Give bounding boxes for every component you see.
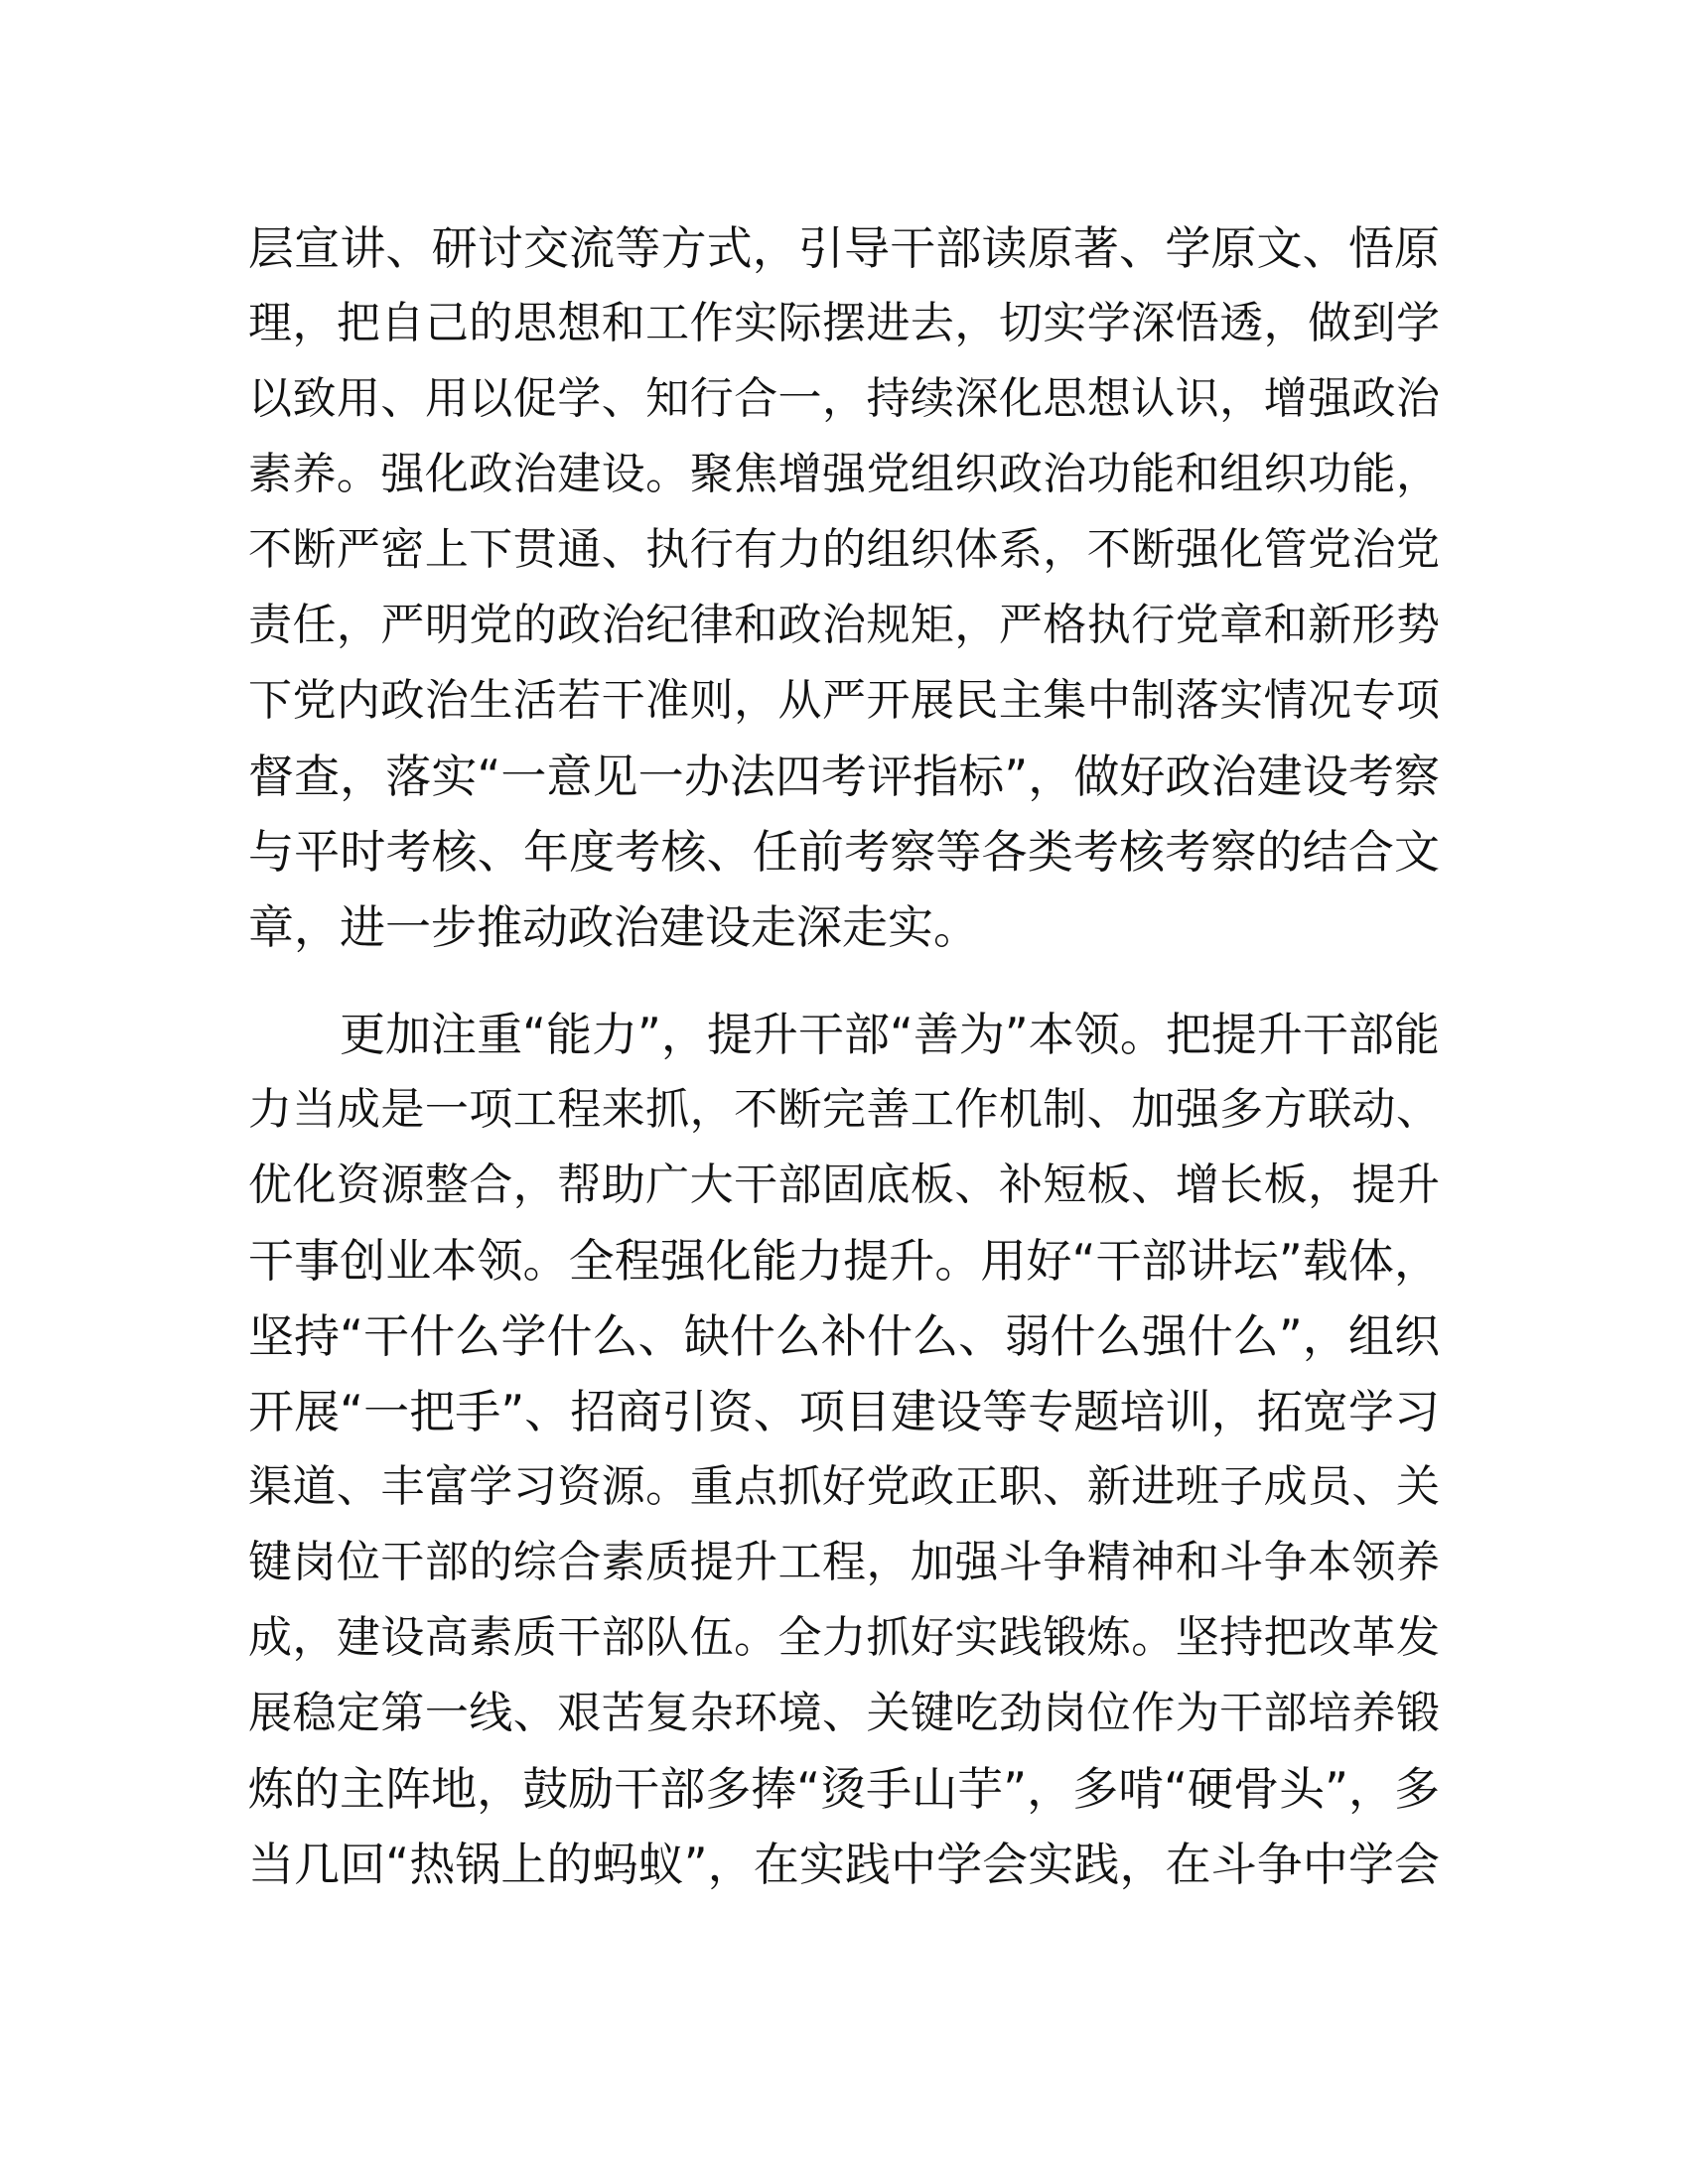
paragraph-line: 不断严密上下贯通、执行有力的组织体系，不断强化管党治党 — [248, 524, 1440, 575]
paragraph-line: 素养。强化政治建设。聚焦增强党组织政治功能和组织功能， — [248, 449, 1440, 499]
paragraph-line: 渠道、丰富学习资源。重点抓好党政正职、新进班子成员、关 — [248, 1461, 1440, 1512]
body-paragraph-2 — [248, 997, 1440, 1902]
paragraph-line: 更加注重“能力”，提升干部“善为”本领。把提升干部能 — [340, 1008, 1440, 1061]
paragraph-line: 下党内政治生活若干准则，从严开展民主集中制落实情况专项 — [248, 675, 1440, 726]
paragraph-line: 章，进一步推动政治建设走深走实。 — [248, 900, 979, 954]
paragraph-line: 键岗位干部的综合素质提升工程，加强斗争精神和斗争本领养 — [248, 1537, 1440, 1587]
paragraph-line: 当几回“热锅上的蚂蚁”，在实践中学会实践，在斗争中学会 — [248, 1838, 1440, 1891]
paragraph-line: 督查，落实“一意见一办法四考评指标”，做好政治建设考察 — [248, 750, 1440, 803]
body-paragraph-1 — [248, 210, 1440, 965]
paragraph-line: 与平时考核、年度考核、任前考察等各类考核考察的结合文 — [248, 825, 1440, 879]
paragraph-line: 层宣讲、研讨交流等方式，引导干部读原著、学原文、悟原 — [248, 221, 1440, 275]
paragraph-line: 炼的主阵地，鼓励干部多捧“烫手山芋”，多啃“硬骨头”，多 — [248, 1762, 1440, 1816]
paragraph-line: 干事创业本领。全程强化能力提升。用好“干部讲坛”载体， — [248, 1234, 1440, 1288]
paragraph-line: 开展“一把手”、招商引资、项目建设等专题培训，拓宽学习 — [248, 1385, 1440, 1438]
paragraph-line: 展稳定第一线、艰苦复杂环境、关键吃劲岗位作为干部培养锻 — [248, 1688, 1440, 1738]
paragraph-line: 坚持“干什么学什么、缺什么补什么、弱什么强什么”，组织 — [248, 1309, 1440, 1363]
paragraph-line: 理，把自己的思想和工作实际摆进去，切实学深悟透，做到学 — [248, 298, 1440, 348]
paragraph-line: 以致用、用以促学、知行合一，持续深化思想认识，增强政治 — [248, 373, 1440, 424]
paragraph-line: 力当成是一项工程来抓，不断完善工作机制、加强多方联动、 — [248, 1084, 1440, 1135]
paragraph-line: 责任，严明党的政治纪律和政治规矩，严格执行党章和新形势 — [248, 600, 1440, 650]
paragraph-line: 成，建设高素质干部队伍。全力抓好实践锻炼。坚持把改革发 — [248, 1612, 1440, 1663]
paragraph-line: 优化资源整合，帮助广大干部固底板、补短板、增长板，提升 — [248, 1160, 1440, 1210]
